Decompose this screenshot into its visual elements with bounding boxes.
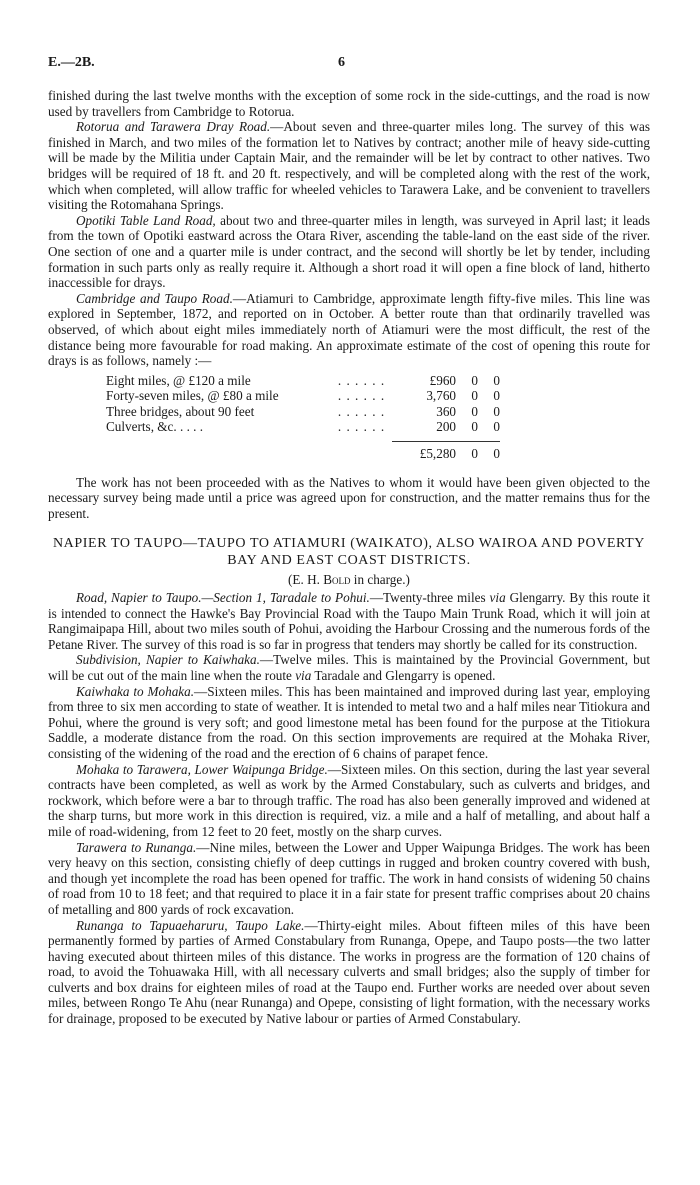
estimate-total-pence: 0 [478,442,500,465]
paragraph-runanga-taupo [48,918,650,1027]
estimate-pence: 0 [493,372,500,388]
paragraph-title: Runanga to Tapuaeharuru, Taupo Lake. [76,917,305,933]
paragraph-text: —Twelve miles. This is maintained by the Provincial Government, but will be cut out of the main line when the route [48,652,650,683]
paragraph-tarawera-runanga [48,840,650,918]
estimate-row [106,373,500,389]
paragraph-text: —Twenty-three miles [369,590,490,606]
estimate-item: Three bridges, about 90 feet [106,403,255,419]
estimate-total-shillings: 0 [456,442,478,465]
leader-dots: . . . . . . [337,419,386,435]
estimate-pounds: £960 [429,372,456,388]
paragraph-text: —Sixteen miles. On this section, during the last year several contracts have been completed, as well as work by the Armed Constabulary, such as culverts and bridges, and rockwork, which before were a bar to through traffic. The road has also been generally improved and widened at the sharp turns, but more work in this direction is required, viz. a mile and a half of metalling, and about half a mile of road-widening, from 12 feet to 20 feet, mostly on the sharp curves. [48,761,650,839]
paragraph-title: Subdivision, Napier to Kaiwhaka. [76,652,260,668]
estimate-row [106,404,500,420]
estimate-shillings: 0 [471,388,478,404]
paragraph-title: Opotiki Table Land Road, [76,212,216,228]
paragraph-text: about two and three-quarter miles in length, was surveyed in April last; it leads from the town of Opotiki eastward across the Otara River, ascending the table-land on the east side of the river. One section of one and a quarter mile is under contract, and the second will shortly be let by tender, including formation in such parts only as really require it. Although a short road it will open a fine block of land, hitherto inaccessible for drays. [48,212,650,291]
paragraph-title: Rotorua and Tarawera Dray Road. [76,119,271,135]
estimate-pounds: 360 [436,403,456,419]
paragraph-subdivision [48,652,650,683]
paragraph-rotorua-tarawera [48,119,650,213]
document-reference: E.—2B. [48,55,95,70]
paragraph-text: —About seven and three-quarter miles long. The survey of this was finished in March, and two miles of the formation let to Natives by contract; another mile of heavy side-cutting will be made by the Militia under Captain Mair, and the remainder will be let by contract to other natives. Two bridges will be required of 18 ft. and 20 ft. respectively, and will be completed along with the rest of the work, which when completed, will allow traffic for wheeled vehicles to Tarawera Lake, and be convenient to travellers visiting the Rotomahana Springs. [48,119,650,213]
page-header [48,55,650,75]
estimate-shillings: 0 [471,403,478,419]
paragraph-cambridge-taupo [48,291,650,369]
paragraph-napier-taupo [48,590,650,652]
paragraph-natives-objection: The work has not been proceeded with as the Natives to whom it would have been given objected to the necessary survey being made until a price was agreed upon for construction, and the matter remains thus for the present. [48,474,650,521]
paragraph-title: Mohaka to Tarawera, Lower Waipunga Bridge. [76,761,328,777]
page-number: 6 [338,55,345,70]
section-heading: NAPIER TO TAUPO—TAUPO TO ATIAMURI (WAIKATO), ALSO WAIROA AND POVERTY BAY AND EAST COAST DISTRICTS. [52,536,646,569]
paragraph-text: Glengarry. By this route it is intended to connect the Hawke's Bay Provincial Road with the Taupo Main Trunk Road, which it will join at Rangimaipapa Hill, about two miles south of Pohui, avoiding the Harbour Crossing and the numerous fords of the Petane River. The survey of this road is so far in progress that tenders may shortly be called for its construction. [48,590,651,652]
estimate-row [106,419,500,435]
section-charge [48,572,650,588]
paragraph-mohaka-tarawera [48,762,650,840]
paragraph-kaiwhaka-mohaka [48,684,650,762]
estimate-shillings: 0 [471,419,478,435]
paragraph-via: via [295,668,312,683]
paragraph-text: —Thirty-eight miles. About fifteen miles of this have been permanently formed by parties of Armed Constabulary from Runanga, Opepe, and Taupo posts—the two latter having executed about thirteen miles of this distance. The works in progress are the formation of 120 chains of road, to avoid the Tohuawaka Hill, with all necessary culverts and small bridges; also the supply of timber for culverts and box drains for eighteen miles of road at the Taupo end. Further works are needed over about seven miles, between Rongo Te Ahu (near Runanga) and Opepe, consisting of light formation, with the necessary works for drainage, proposed to be executed by Native labour or parties of Armed Constabulary. [48,917,650,1027]
charge-prefix: (E. H. [288,572,324,588]
estimate-total-pounds: £5,280 [392,442,456,465]
paragraph-text: —Atiamuri to Cambridge, approximate length fifty-five miles. This line was explored in September, 1872, and reported on in October. A better route than that ordinarily travelled was observed, of which about eight miles immediately north of Atiamuri were the most difficult, the rest of the distance being more favourable for road making. An approximate estimate of the cost of opening this route for drays is as follows, namely :— [48,290,650,369]
estimate-pounds: 200 [436,419,456,435]
estimate-item: Forty-seven miles, @ £80 a mile [106,388,279,404]
paragraph-continuation: finished during the last twelve months with the exception of some rock in the side-cuttings, and the road is now used by travellers from Cambridge to Rotorua. [48,88,650,119]
body-text [48,88,650,1027]
estimate-pence: 0 [493,403,500,419]
estimate-item: Eight miles, @ £120 a mile [106,372,251,388]
paragraph-text: —Nine miles, between the Lower and Upper Waipunga Bridges. The work has been very heavy on this section, consisting chiefly of deep cuttings in rugged and broken country covered with bush, and though yet incomplete the road has been opened for traffic. The work in hand consists of widening 50 chains of road from 10 to 18 feet; and that required to place it in a fair state for present traffic comprises about 20 chains of metalling and 800 yards of rock excavation. [48,839,650,917]
paragraph-title: Tarawera to Runanga. [76,839,197,855]
paragraph-text: Taradale and Glengarry is opened. [311,668,496,683]
paragraph-text: —Sixteen miles. This has been maintained and improved during last year, employing from three to six men according to state of weather. It is intended to metal two and a half miles near Titiokura and Pohui, where the ground is very soft; and good limestone metal has been found for the purpose at the Titiokura Saddle, a moderate distance from the road. On this section improvements are required at the Mohaka River, consisting of the widening of the road and the erection of 6 chains of parapet fence. [48,683,650,761]
estimate-pence: 0 [493,419,500,435]
leader-dots: . . . . . . [337,372,386,388]
leader-dots: . . . . . . [337,403,386,419]
paragraph-opotiki [48,213,650,291]
estimate-pounds: 3,760 [426,388,456,404]
leader-dots: . . . . . . [337,388,386,404]
estimate-shillings: 0 [471,372,478,388]
estimate-pence: 0 [493,388,500,404]
paragraph-via: via [489,590,506,606]
charge-name: Bold [323,572,351,588]
paragraph-title: Kaiwhaka to Mohaka. [76,683,195,699]
paragraph-title: Cambridge and Taupo Road. [76,290,233,306]
charge-suffix: in charge.) [350,572,410,588]
estimate-row [106,388,500,404]
paragraph-title: Road, Napier to Taupo.—Section 1, Taradale to Pohui. [76,590,370,606]
estimate-total-row [106,442,500,465]
cost-estimate-table [106,373,500,465]
estimate-item: Culverts, &c. . . . . [106,419,204,435]
